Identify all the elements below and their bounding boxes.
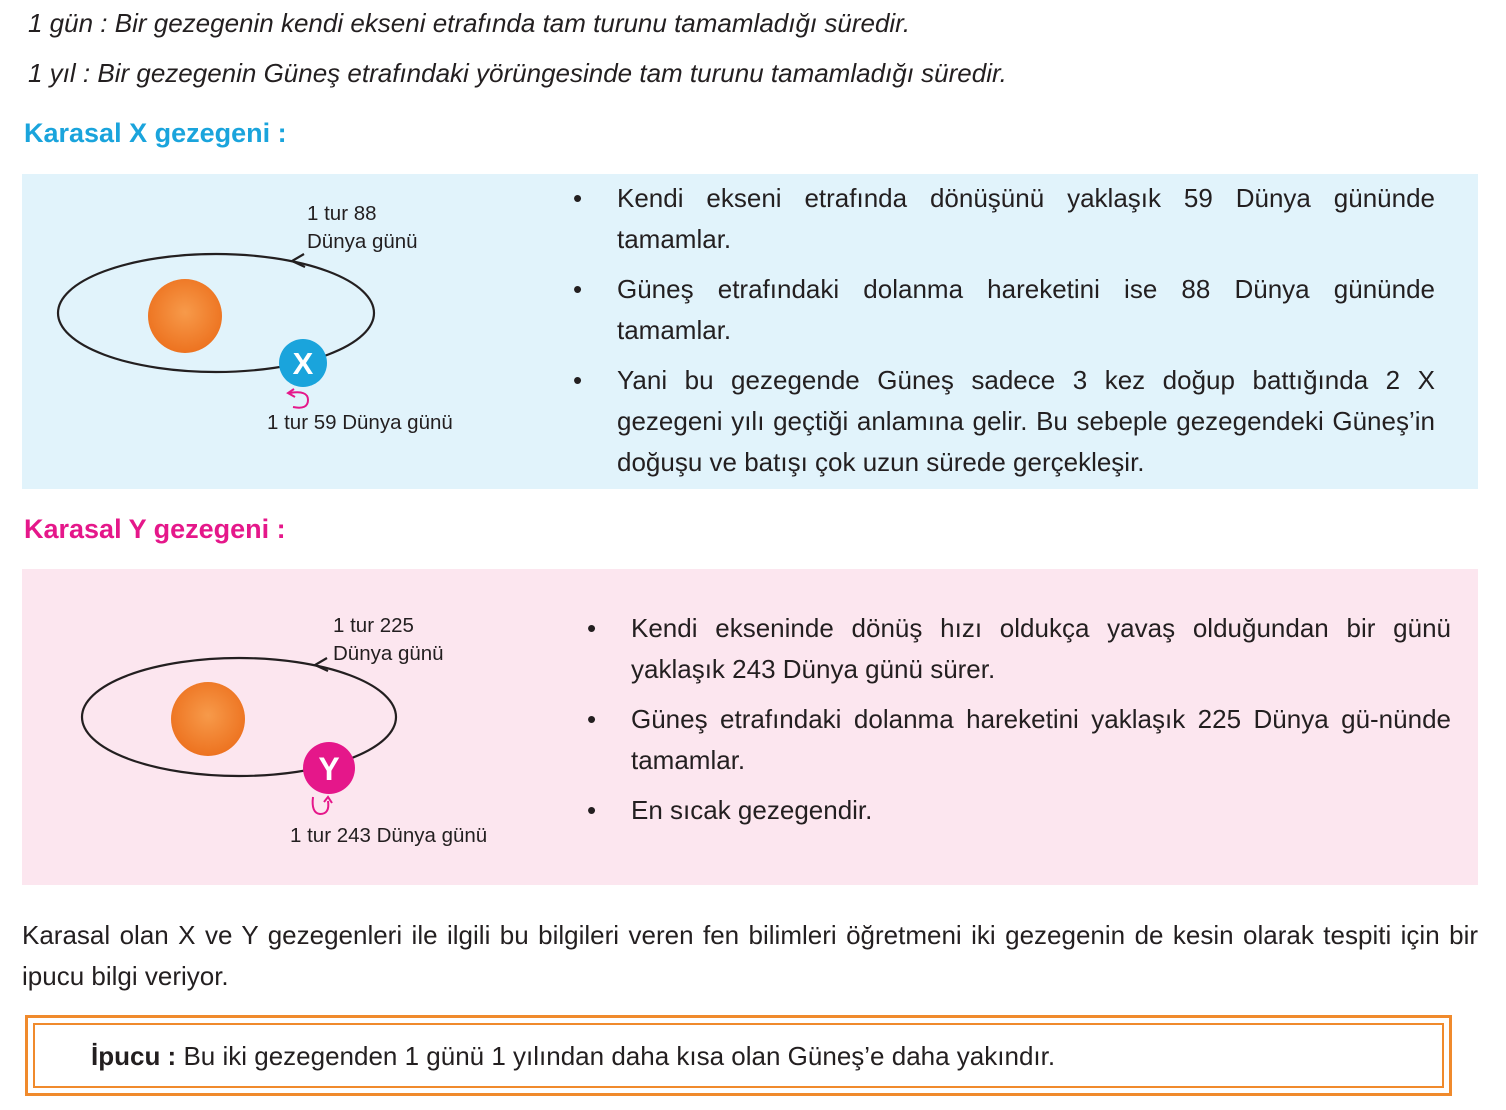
orbit-period-line1: 1 tur 225 [333,614,414,637]
planet-x-letter: X [292,346,314,381]
planet-x-heading: Karasal X gezegeni : [24,118,287,148]
planet-y-orbit-diagram [22,569,582,885]
planet-y-fact: • En sıcak gezegendir. [587,790,1451,831]
planet-y-heading: Karasal Y gezegeni : [24,514,286,544]
planet-x-facts [573,178,1435,492]
tip-box [25,1015,1452,1096]
orbit-period-label [307,200,418,256]
planet-x-orbit-diagram [22,174,582,489]
orbit-period-line1: 1 tur 88 [307,202,377,225]
orbit-arrow-icon [315,658,328,671]
spin-period-label: 1 tur 59 Dünya günü [267,411,453,434]
planet-y-facts [587,608,1451,840]
orbit-arrow-icon [292,254,305,267]
tip-text: Bu iki gezegenden 1 günü 1 yılından daha kısa olan Güneş’e daha yakındır. [176,1041,1056,1071]
spin-period-label: 1 tur 243 Dünya günü [290,824,488,847]
sun-icon [171,682,245,756]
planet-x-fact: • Kendi ekseni etrafında dönüşünü yaklaşık 59 Dünya gününde tamamlar. [573,178,1435,260]
planet-x-fact: • Güneş etrafındaki dolanma hareketini ise 88 Dünya gününde tamamlar. [573,269,1435,351]
planet-y-letter: Y [318,751,340,787]
planet-y-fact: • Güneş etrafındaki dolanma hareketini yaklaşık 225 Dünya gü-nünde tamamlar. [587,699,1451,781]
sun-icon [148,279,222,353]
day-definition: 1 gün : Bir gezegenin kendi ekseni etrafında tam turunu tamamladığı süredir. [28,8,911,38]
intro-paragraph: Karasal olan X ve Y gezegenleri ile ilgili bu bilgileri veren fen bilimleri öğretmeni iki gezegenin de kesin olarak tespiti için bir ipucu bilgi veriyor. [22,920,1478,991]
year-definition: 1 yıl : Bir gezegenin Güneş etrafındaki yörüngesinde tam turunu tamamladığı süredir. [28,58,1007,88]
planet-x-fact: • Yani bu gezegende Güneş sadece 3 kez doğup battığında 2 X gezegeni yılı geçtiği anlamına gelir. Bu sebeple gezegendeki Güneş’in doğuşu ve batışı çok uzun sürede gerçekleşir. [573,360,1435,483]
tip-content [91,1041,1055,1072]
orbit-period-line2: Dünya günü [333,642,444,665]
orbit-period-line2: Dünya günü [307,230,418,253]
tip-label: İpucu : [91,1041,177,1071]
planet-y-fact: • Kendi ekseninde dönüş hızı oldukça yavaş olduğundan bir günü yaklaşık 243 Dünya günü sürer. [587,608,1451,690]
orbit-period-label [333,612,444,668]
